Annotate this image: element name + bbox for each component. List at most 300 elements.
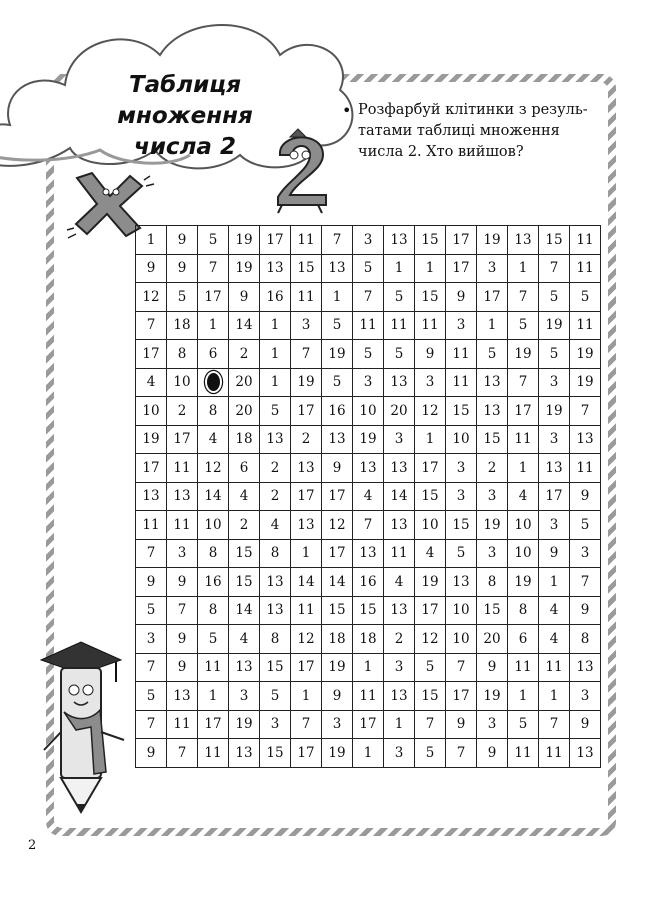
grid-cell[interactable]: 11 bbox=[384, 539, 415, 568]
grid-cell[interactable]: 13 bbox=[322, 254, 353, 283]
grid-cell[interactable]: 1 bbox=[539, 682, 570, 711]
grid-cell[interactable]: 8 bbox=[198, 539, 229, 568]
grid-cell[interactable]: 1 bbox=[291, 539, 322, 568]
grid-cell[interactable]: 12 bbox=[291, 625, 322, 654]
grid-cell[interactable]: 3 bbox=[415, 368, 446, 397]
grid-cell[interactable]: 9 bbox=[136, 254, 167, 283]
grid-cell[interactable]: 3 bbox=[446, 311, 477, 340]
grid-cell[interactable]: 12 bbox=[415, 625, 446, 654]
grid-cell[interactable]: 7 bbox=[291, 710, 322, 739]
grid-cell[interactable]: 20 bbox=[384, 397, 415, 426]
grid-cell[interactable]: 15 bbox=[446, 397, 477, 426]
grid-cell[interactable]: 9 bbox=[570, 482, 601, 511]
grid-cell[interactable]: 5 bbox=[198, 226, 229, 255]
grid-cell[interactable]: 13 bbox=[384, 596, 415, 625]
grid-cell[interactable]: 9 bbox=[136, 739, 167, 768]
grid-cell[interactable]: 19 bbox=[477, 682, 508, 711]
grid-cell[interactable]: 11 bbox=[291, 226, 322, 255]
grid-cell[interactable]: 14 bbox=[229, 596, 260, 625]
grid-cell[interactable]: 9 bbox=[539, 539, 570, 568]
grid-cell[interactable]: 10 bbox=[446, 625, 477, 654]
grid-cell[interactable]: 17 bbox=[291, 653, 322, 682]
grid-cell[interactable]: 3 bbox=[384, 653, 415, 682]
grid-cell[interactable]: 13 bbox=[570, 653, 601, 682]
grid-cell[interactable]: 7 bbox=[415, 710, 446, 739]
grid-cell[interactable]: 3 bbox=[167, 539, 198, 568]
grid-cell[interactable]: 13 bbox=[446, 568, 477, 597]
grid-cell[interactable]: 4 bbox=[229, 482, 260, 511]
grid-cell[interactable]: 13 bbox=[229, 653, 260, 682]
grid-cell[interactable]: 3 bbox=[539, 511, 570, 540]
grid-cell[interactable]: 11 bbox=[570, 311, 601, 340]
grid-cell[interactable]: 11 bbox=[353, 682, 384, 711]
grid-cell[interactable]: 14 bbox=[384, 482, 415, 511]
grid-cell[interactable]: 11 bbox=[353, 311, 384, 340]
grid-cell[interactable]: 13 bbox=[384, 511, 415, 540]
grid-cell[interactable]: 20 bbox=[477, 625, 508, 654]
grid-cell[interactable]: 13 bbox=[322, 425, 353, 454]
grid-cell[interactable]: 16 bbox=[260, 283, 291, 312]
grid-cell[interactable]: 15 bbox=[477, 425, 508, 454]
grid-cell[interactable]: 14 bbox=[291, 568, 322, 597]
grid-cell[interactable]: 5 bbox=[167, 283, 198, 312]
grid-cell[interactable]: 15 bbox=[415, 482, 446, 511]
grid-cell[interactable]: 5 bbox=[322, 368, 353, 397]
grid-cell[interactable]: 19 bbox=[322, 739, 353, 768]
grid-cell[interactable]: 15 bbox=[260, 739, 291, 768]
grid-cell[interactable]: 5 bbox=[136, 682, 167, 711]
grid-cell[interactable]: 6 bbox=[198, 340, 229, 369]
grid-cell[interactable]: 3 bbox=[446, 454, 477, 483]
grid-cell[interactable]: 3 bbox=[477, 710, 508, 739]
grid-cell[interactable]: 17 bbox=[322, 539, 353, 568]
grid-cell[interactable]: 3 bbox=[477, 539, 508, 568]
grid-cell[interactable]: 12 bbox=[415, 397, 446, 426]
grid-cell[interactable]: 11 bbox=[136, 511, 167, 540]
grid-cell[interactable]: 2 bbox=[291, 425, 322, 454]
grid-cell[interactable]: 11 bbox=[570, 254, 601, 283]
grid-cell[interactable]: 17 bbox=[415, 454, 446, 483]
grid-cell[interactable]: 2 bbox=[229, 511, 260, 540]
grid-row bbox=[136, 682, 601, 711]
grid-cell[interactable]: 9 bbox=[229, 283, 260, 312]
grid-cell[interactable]: 9 bbox=[322, 454, 353, 483]
grid-cell[interactable]: 1 bbox=[539, 568, 570, 597]
grid-cell[interactable]: 17 bbox=[198, 710, 229, 739]
grid-cell[interactable]: 9 bbox=[446, 283, 477, 312]
grid-cell[interactable]: 20 bbox=[229, 397, 260, 426]
grid-cell[interactable]: 13 bbox=[384, 368, 415, 397]
grid-cell[interactable]: 11 bbox=[508, 653, 539, 682]
grid-cell[interactable]: 6 bbox=[229, 454, 260, 483]
grid-cell[interactable]: 2 bbox=[384, 625, 415, 654]
grid-cell[interactable]: 8 bbox=[198, 397, 229, 426]
grid-cell[interactable]: 8 bbox=[570, 625, 601, 654]
grid-cell[interactable]: 3 bbox=[477, 254, 508, 283]
grid-cell[interactable]: 3 bbox=[260, 710, 291, 739]
grid-cell[interactable]: 17 bbox=[260, 226, 291, 255]
grid-cell[interactable]: 11 bbox=[167, 511, 198, 540]
grid-cell[interactable]: 7 bbox=[136, 710, 167, 739]
grid-cell[interactable]: 17 bbox=[446, 226, 477, 255]
grid-cell[interactable]: 1 bbox=[322, 283, 353, 312]
grid-cell[interactable]: 4 bbox=[384, 568, 415, 597]
grid-cell[interactable]: 8 bbox=[508, 596, 539, 625]
grid-cell[interactable]: 1 bbox=[415, 254, 446, 283]
grid-cell[interactable]: 11 bbox=[508, 425, 539, 454]
grid-cell[interactable]: 17 bbox=[508, 397, 539, 426]
grid-cell[interactable]: 13 bbox=[229, 739, 260, 768]
grid-cell[interactable]: 18 bbox=[353, 625, 384, 654]
grid-cell[interactable]: 4 bbox=[136, 368, 167, 397]
grid-cell[interactable]: 7 bbox=[291, 340, 322, 369]
grid-cell[interactable]: 10 bbox=[136, 397, 167, 426]
grid-cell[interactable]: 7 bbox=[136, 539, 167, 568]
grid-cell[interactable]: 4 bbox=[260, 511, 291, 540]
grid-cell[interactable]: 9 bbox=[477, 653, 508, 682]
grid-cell[interactable]: 13 bbox=[384, 682, 415, 711]
grid-cell[interactable]: 3 bbox=[353, 226, 384, 255]
grid-cell[interactable]: 17 bbox=[415, 596, 446, 625]
grid-cell[interactable]: 1 bbox=[508, 254, 539, 283]
grid-cell[interactable]: 13 bbox=[260, 425, 291, 454]
grid-cell[interactable]: 1 bbox=[353, 739, 384, 768]
grid-cell[interactable]: 5 bbox=[322, 311, 353, 340]
grid-cell[interactable]: 19 bbox=[322, 340, 353, 369]
grid-row bbox=[136, 739, 601, 768]
grid-cell[interactable]: 10 bbox=[167, 368, 198, 397]
grid-row bbox=[136, 653, 601, 682]
grid-cell[interactable]: 3 bbox=[384, 425, 415, 454]
grid-cell[interactable]: 19 bbox=[477, 511, 508, 540]
grid-cell[interactable]: 11 bbox=[539, 653, 570, 682]
grid-cell[interactable]: 17 bbox=[291, 397, 322, 426]
grid-row bbox=[136, 482, 601, 511]
grid-cell[interactable]: 16 bbox=[353, 568, 384, 597]
grid-cell[interactable]: 7 bbox=[198, 254, 229, 283]
grid-cell[interactable]: 14 bbox=[229, 311, 260, 340]
grid-cell[interactable]: 17 bbox=[353, 710, 384, 739]
grid-cell[interactable]: 9 bbox=[167, 568, 198, 597]
grid-row bbox=[136, 397, 601, 426]
grid-cell[interactable]: 9 bbox=[322, 682, 353, 711]
grid-cell[interactable]: 17 bbox=[136, 454, 167, 483]
grid-cell[interactable]: 15 bbox=[260, 653, 291, 682]
grid-cell[interactable]: 7 bbox=[508, 368, 539, 397]
grid-cell[interactable]: 10 bbox=[353, 397, 384, 426]
number-grid bbox=[135, 225, 601, 768]
grid-cell[interactable]: 11 bbox=[167, 710, 198, 739]
filled-oval-icon bbox=[205, 371, 222, 393]
grid-row bbox=[136, 368, 601, 397]
grid-cell[interactable]: 5 bbox=[353, 340, 384, 369]
grid-cell[interactable]: 5 bbox=[198, 625, 229, 654]
grid-cell[interactable]: 13 bbox=[260, 568, 291, 597]
grid-cell[interactable]: 9 bbox=[570, 710, 601, 739]
grid-cell[interactable]: 3 bbox=[446, 482, 477, 511]
grid-cell[interactable]: 5 bbox=[415, 653, 446, 682]
grid-cell[interactable]: 11 bbox=[446, 368, 477, 397]
grid-cell[interactable]: 7 bbox=[570, 568, 601, 597]
grid-cell[interactable]: 4 bbox=[353, 482, 384, 511]
grid-cell[interactable]: 11 bbox=[291, 596, 322, 625]
grid-cell[interactable]: 11 bbox=[291, 283, 322, 312]
grid-cell[interactable]: 19 bbox=[570, 340, 601, 369]
grid-cell[interactable]: 5 bbox=[539, 283, 570, 312]
grid-cell[interactable]: 5 bbox=[136, 596, 167, 625]
grid-cell[interactable]: 17 bbox=[477, 283, 508, 312]
grid-cell[interactable]: 5 bbox=[260, 682, 291, 711]
grid-cell[interactable]: 1 bbox=[384, 254, 415, 283]
grid-cell[interactable]: 5 bbox=[415, 739, 446, 768]
grid-cell[interactable]: 11 bbox=[415, 311, 446, 340]
grid-cell[interactable]: 1 bbox=[477, 311, 508, 340]
grid-cell[interactable]: 7 bbox=[446, 739, 477, 768]
grid-cell[interactable]: 12 bbox=[198, 454, 229, 483]
grid-cell[interactable]: 19 bbox=[539, 311, 570, 340]
grid-cell[interactable]: 2 bbox=[260, 454, 291, 483]
grid-cell[interactable]: 1 bbox=[260, 311, 291, 340]
grid-cell[interactable]: 9 bbox=[570, 596, 601, 625]
grid-cell[interactable]: 7 bbox=[136, 311, 167, 340]
grid-cell[interactable]: 13 bbox=[384, 226, 415, 255]
grid-cell[interactable]: 11 bbox=[508, 739, 539, 768]
grid-cell[interactable]: 5 bbox=[508, 311, 539, 340]
grid-cell[interactable]: 9 bbox=[167, 625, 198, 654]
grid-cell[interactable]: 18 bbox=[229, 425, 260, 454]
bullet-icon: • bbox=[342, 101, 352, 120]
grid-cell[interactable]: 19 bbox=[229, 254, 260, 283]
grid-cell[interactable]: 6 bbox=[508, 625, 539, 654]
grid-cell[interactable]: 5 bbox=[570, 511, 601, 540]
grid-cell[interactable]: 12 bbox=[322, 511, 353, 540]
grid-cell[interactable]: 13 bbox=[477, 397, 508, 426]
grid-cell[interactable]: 3 bbox=[570, 539, 601, 568]
grid-cell[interactable]: 16 bbox=[322, 397, 353, 426]
grid-cell[interactable]: 8 bbox=[260, 625, 291, 654]
grid-cell[interactable]: 8 bbox=[198, 596, 229, 625]
grid-cell[interactable]: 8 bbox=[260, 539, 291, 568]
grid-cell[interactable]: 7 bbox=[353, 511, 384, 540]
grid-cell[interactable]: 15 bbox=[415, 682, 446, 711]
grid-cell[interactable]: 1 bbox=[384, 710, 415, 739]
grid-cell[interactable]: 19 bbox=[322, 653, 353, 682]
grid-cell[interactable]: 9 bbox=[167, 254, 198, 283]
grid-cell[interactable]: 13 bbox=[384, 454, 415, 483]
grid-cell[interactable]: 7 bbox=[353, 283, 384, 312]
grid-cell[interactable]: 11 bbox=[446, 340, 477, 369]
grid-cell[interactable]: 17 bbox=[322, 482, 353, 511]
grid-cell[interactable]: 17 bbox=[539, 482, 570, 511]
grid-cell[interactable]: 13 bbox=[477, 368, 508, 397]
grid-cell[interactable]: 9 bbox=[477, 739, 508, 768]
grid-cell[interactable]: 1 bbox=[353, 653, 384, 682]
grid-cell[interactable]: 13 bbox=[291, 511, 322, 540]
grid-cell[interactable]: 13 bbox=[353, 454, 384, 483]
grid-cell[interactable]: 7 bbox=[570, 397, 601, 426]
grid-cell[interactable]: 10 bbox=[508, 539, 539, 568]
grid-cell[interactable]: 1 bbox=[198, 682, 229, 711]
grid-cell[interactable]: 5 bbox=[384, 283, 415, 312]
grid-cell[interactable]: 15 bbox=[415, 226, 446, 255]
grid-cell[interactable]: 11 bbox=[570, 454, 601, 483]
grid-cell[interactable]: 10 bbox=[446, 596, 477, 625]
grid-cell[interactable]: 10 bbox=[508, 511, 539, 540]
grid-cell[interactable]: 1 bbox=[291, 682, 322, 711]
grid-cell[interactable]: 11 bbox=[539, 739, 570, 768]
grid-cell[interactable]: 5 bbox=[384, 340, 415, 369]
grid-cell[interactable]: 2 bbox=[229, 340, 260, 369]
grid-cell[interactable]: 4 bbox=[539, 596, 570, 625]
grid-cell[interactable]: 5 bbox=[508, 710, 539, 739]
grid-cell[interactable]: 17 bbox=[446, 682, 477, 711]
grid-cell[interactable]: 14 bbox=[322, 568, 353, 597]
grid-cell[interactable]: 5 bbox=[446, 539, 477, 568]
grid-cell[interactable]: 10 bbox=[198, 511, 229, 540]
grid-cell[interactable]: 3 bbox=[136, 625, 167, 654]
grid-cell[interactable]: 9 bbox=[136, 568, 167, 597]
grid-cell[interactable]: 19 bbox=[229, 226, 260, 255]
grid-cell[interactable]: 17 bbox=[136, 340, 167, 369]
grid-cell[interactable]: 4 bbox=[508, 482, 539, 511]
grid-cell[interactable]: 15 bbox=[415, 283, 446, 312]
grid-cell[interactable]: 11 bbox=[198, 653, 229, 682]
grid-cell[interactable]: 5 bbox=[353, 254, 384, 283]
grid-cell[interactable]: 17 bbox=[446, 254, 477, 283]
grid-cell[interactable]: 13 bbox=[260, 254, 291, 283]
grid-cell[interactable]: 15 bbox=[291, 254, 322, 283]
grid-cell[interactable]: 1 bbox=[136, 226, 167, 255]
grid-cell[interactable]: 11 bbox=[167, 454, 198, 483]
grid-cell[interactable]: 5 bbox=[260, 397, 291, 426]
grid-cell[interactable]: 15 bbox=[477, 596, 508, 625]
grid-cell[interactable]: 15 bbox=[229, 568, 260, 597]
grid-cell[interactable]: 7 bbox=[446, 653, 477, 682]
grid-cell[interactable]: 7 bbox=[167, 596, 198, 625]
grid-cell[interactable]: 15 bbox=[539, 226, 570, 255]
grid-cell[interactable]: 9 bbox=[446, 710, 477, 739]
grid-cell[interactable]: 11 bbox=[384, 311, 415, 340]
instruction-block bbox=[342, 100, 604, 163]
grid-cell[interactable]: 3 bbox=[291, 311, 322, 340]
grid-cell[interactable]: 1 bbox=[508, 682, 539, 711]
grid-cell[interactable]: 17 bbox=[198, 283, 229, 312]
grid-cell[interactable]: 1 bbox=[260, 368, 291, 397]
page-number: 2 bbox=[28, 838, 37, 853]
grid-cell[interactable]: 3 bbox=[229, 682, 260, 711]
grid-cell[interactable]: 1 bbox=[260, 340, 291, 369]
grid-row bbox=[136, 539, 601, 568]
grid-cell[interactable]: 17 bbox=[291, 739, 322, 768]
grid-cell[interactable]: 7 bbox=[539, 710, 570, 739]
grid-cell[interactable]: 13 bbox=[570, 425, 601, 454]
grid-cell[interactable]: 2 bbox=[167, 397, 198, 426]
grid-cell[interactable]: 12 bbox=[136, 283, 167, 312]
grid-cell[interactable]: 9 bbox=[415, 340, 446, 369]
grid-cell[interactable]: 5 bbox=[477, 340, 508, 369]
grid-cell[interactable]: 13 bbox=[291, 454, 322, 483]
grid-cell[interactable]: 1 bbox=[508, 454, 539, 483]
grid-cell[interactable]: 7 bbox=[539, 254, 570, 283]
grid-cell[interactable]: 18 bbox=[322, 625, 353, 654]
grid-cell[interactable]: 1 bbox=[415, 425, 446, 454]
grid-cell[interactable]: 3 bbox=[570, 682, 601, 711]
grid-cell[interactable]: 7 bbox=[322, 226, 353, 255]
grid-cell[interactable]: 16 bbox=[198, 568, 229, 597]
grid-cell[interactable]: 7 bbox=[136, 653, 167, 682]
grid-cell[interactable]: 11 bbox=[198, 739, 229, 768]
grid-cell[interactable]: 10 bbox=[446, 425, 477, 454]
grid-cell[interactable]: 19 bbox=[477, 226, 508, 255]
grid-cell[interactable]: 7 bbox=[167, 739, 198, 768]
grid-cell[interactable]: 14 bbox=[198, 482, 229, 511]
grid-cell[interactable]: 13 bbox=[570, 739, 601, 768]
grid-cell[interactable]: 10 bbox=[415, 511, 446, 540]
grid-cell[interactable]: 8 bbox=[167, 340, 198, 369]
grid-cell[interactable]: 15 bbox=[229, 539, 260, 568]
grid-cell[interactable]: 19 bbox=[136, 425, 167, 454]
grid-cell[interactable]: 11 bbox=[570, 226, 601, 255]
grid-cell[interactable]: 19 bbox=[570, 368, 601, 397]
grid-cell[interactable]: 3 bbox=[539, 425, 570, 454]
grid-cell[interactable]: 15 bbox=[322, 596, 353, 625]
grid-row bbox=[136, 454, 601, 483]
grid-cell[interactable]: 19 bbox=[508, 340, 539, 369]
grid-cell[interactable]: 4 bbox=[198, 425, 229, 454]
grid-cell[interactable]: 13 bbox=[508, 226, 539, 255]
grid-cell[interactable]: 3 bbox=[539, 368, 570, 397]
grid-cell[interactable]: 13 bbox=[539, 454, 570, 483]
grid-cell[interactable]: 9 bbox=[167, 653, 198, 682]
grid-cell[interactable]: 13 bbox=[167, 682, 198, 711]
grid-cell[interactable]: 4 bbox=[415, 539, 446, 568]
grid-cell[interactable]: 18 bbox=[167, 311, 198, 340]
grid-cell[interactable]: 2 bbox=[477, 454, 508, 483]
grid-cell[interactable]: 4 bbox=[539, 625, 570, 654]
grid-cell[interactable]: 19 bbox=[291, 368, 322, 397]
grid-cell[interactable]: 3 bbox=[353, 368, 384, 397]
grid-cell[interactable]: 19 bbox=[229, 710, 260, 739]
grid-cell[interactable]: 15 bbox=[446, 511, 477, 540]
grid-cell[interactable]: 4 bbox=[229, 625, 260, 654]
grid-cell[interactable]: 7 bbox=[508, 283, 539, 312]
grid-cell[interactable]: 13 bbox=[260, 596, 291, 625]
grid-cell[interactable]: 8 bbox=[477, 568, 508, 597]
grid-cell[interactable]: 2 bbox=[260, 482, 291, 511]
grid-cell[interactable]: 19 bbox=[415, 568, 446, 597]
grid-cell[interactable]: 5 bbox=[539, 340, 570, 369]
number-two-mascot-icon bbox=[268, 125, 338, 215]
grid-cell[interactable]: 1 bbox=[198, 311, 229, 340]
grid-cell[interactable]: 5 bbox=[570, 283, 601, 312]
grid-row bbox=[136, 625, 601, 654]
grid-cell[interactable]: 3 bbox=[322, 710, 353, 739]
grid-cell[interactable]: 13 bbox=[136, 482, 167, 511]
grid-cell[interactable]: 13 bbox=[167, 482, 198, 511]
grid-cell[interactable]: 19 bbox=[539, 397, 570, 426]
grid-cell[interactable]: 17 bbox=[291, 482, 322, 511]
grid-cell[interactable]: 3 bbox=[384, 739, 415, 768]
grid-cell[interactable]: 19 bbox=[508, 568, 539, 597]
grid-cell[interactable]: 3 bbox=[477, 482, 508, 511]
grid-cell[interactable]: 19 bbox=[353, 425, 384, 454]
grid-cell[interactable]: 13 bbox=[353, 539, 384, 568]
grid-cell[interactable]: 15 bbox=[353, 596, 384, 625]
grid-cell[interactable]: 20 bbox=[229, 368, 260, 397]
grid-cell[interactable]: 9 bbox=[167, 226, 198, 255]
grid-cell[interactable]: 17 bbox=[167, 425, 198, 454]
grid-cell-colored[interactable] bbox=[198, 368, 229, 397]
